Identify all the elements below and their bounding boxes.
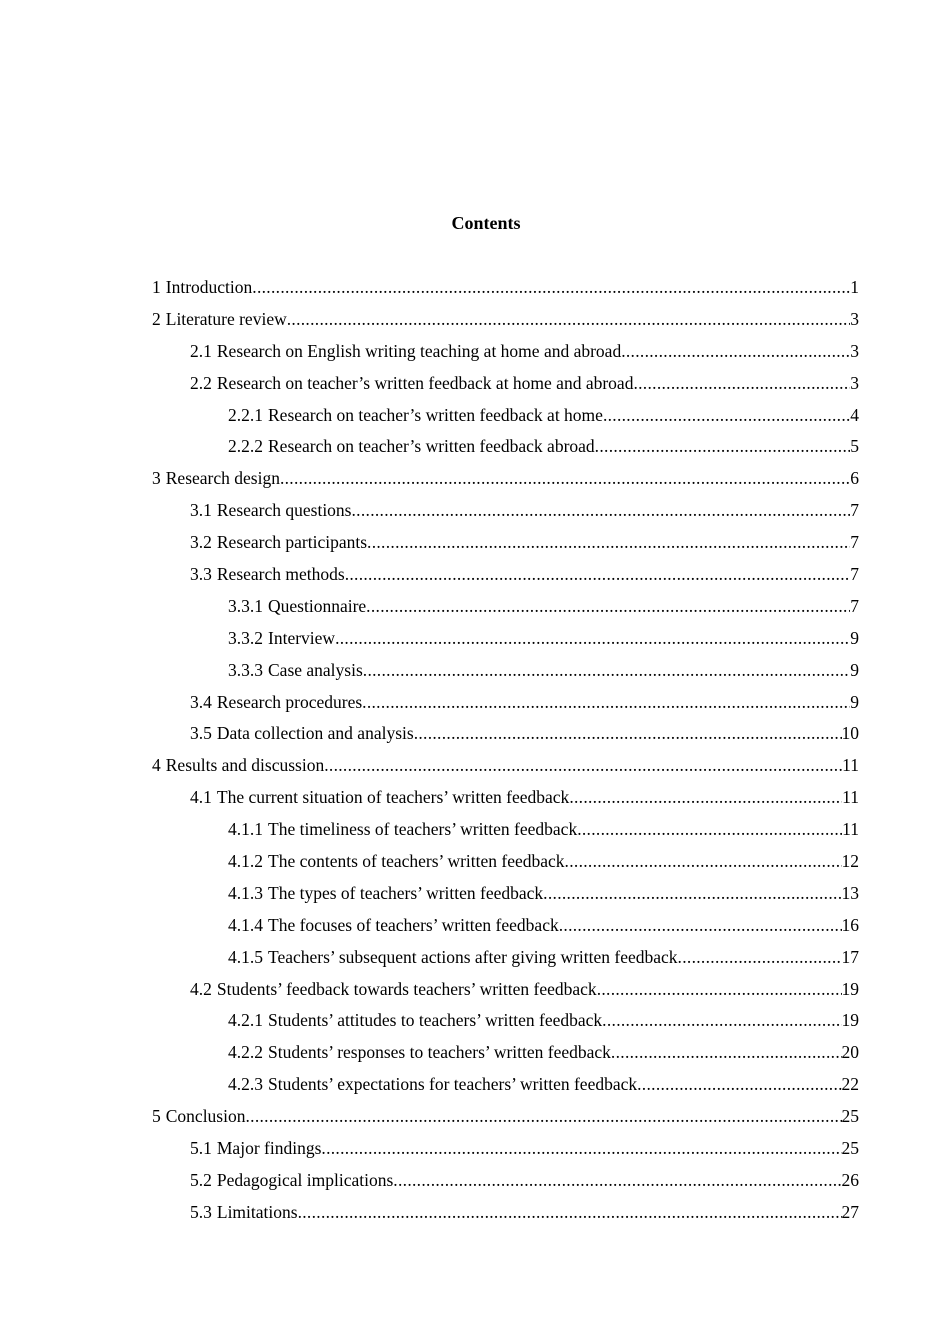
toc-entry-page-number: 7 xyxy=(850,595,859,616)
toc-entry-page-number: 27 xyxy=(841,1201,859,1222)
toc-entry-number: 3.3.2 xyxy=(228,627,263,648)
toc-entry[interactable] xyxy=(152,305,859,337)
dot-leader xyxy=(321,1134,841,1162)
toc-entry[interactable] xyxy=(152,847,859,879)
toc-entry[interactable] xyxy=(152,1006,859,1038)
dot-leader xyxy=(603,401,850,429)
toc-entry-page-number: 26 xyxy=(841,1169,859,1190)
toc-entry-number: 2.2 xyxy=(190,372,212,393)
dot-leader xyxy=(637,1070,841,1098)
toc-entry-title: Questionnaire xyxy=(268,595,367,616)
toc-entry[interactable] xyxy=(152,401,859,433)
toc-entry-title: Conclusion xyxy=(165,1106,246,1127)
toc-entry[interactable] xyxy=(152,879,859,911)
toc-entry-page-number: 16 xyxy=(841,914,859,935)
toc-entry[interactable] xyxy=(152,1070,859,1102)
toc-entry-page-number: 9 xyxy=(850,659,859,680)
dot-leader xyxy=(414,719,842,747)
toc-entry[interactable] xyxy=(152,783,859,815)
toc-entry-number: 5.3 xyxy=(190,1201,212,1222)
toc-entry[interactable] xyxy=(152,560,859,592)
toc-entry[interactable] xyxy=(152,911,859,943)
toc-entry-page-number: 5 xyxy=(850,436,859,457)
toc-entry-title: Students’ feedback towards teachers’ written feedback xyxy=(216,978,597,999)
toc-entry-number: 4.2.3 xyxy=(228,1074,263,1095)
toc-entry-title: Research on English writing teaching at home and abroad xyxy=(216,340,622,361)
toc-entry-page-number: 22 xyxy=(841,1074,859,1095)
toc-entry-number: 3.4 xyxy=(190,691,212,712)
dot-leader xyxy=(280,464,850,492)
toc-entry-title: Research design xyxy=(165,468,280,489)
toc-entry-page-number: 7 xyxy=(850,500,859,521)
toc-entry[interactable] xyxy=(152,528,859,560)
toc-entry-title: Students’ attitudes to teachers’ written feedback xyxy=(268,1010,603,1031)
toc-entry[interactable] xyxy=(152,496,859,528)
toc-entry-page-number: 9 xyxy=(850,691,859,712)
toc-entry-number: 4.2.1 xyxy=(228,1010,263,1031)
toc-entry[interactable] xyxy=(152,943,859,975)
toc-entry[interactable] xyxy=(152,624,859,656)
dot-leader xyxy=(366,592,850,620)
dot-leader xyxy=(362,688,850,716)
toc-entry-title: The current situation of teachers’ written feedback xyxy=(216,787,570,808)
dot-leader xyxy=(602,1006,841,1034)
toc-entry-title: Research on teacher’s written feedback abroad xyxy=(268,436,595,457)
toc-entry-title: The types of teachers’ written feedback xyxy=(268,882,544,903)
toc-entry-number: 1 xyxy=(152,277,161,297)
toc-entry-title: Literature review xyxy=(165,308,287,329)
toc-entry-title: Students’ expectations for teachers’ written feedback xyxy=(268,1074,638,1095)
dot-leader xyxy=(252,273,850,301)
toc-entry-page-number: 3 xyxy=(850,372,859,393)
toc-entry-title: Introduction xyxy=(165,277,253,297)
toc-entry-page-number: 20 xyxy=(841,1042,859,1063)
toc-entry-title: Research procedures xyxy=(216,691,363,712)
toc-entry[interactable] xyxy=(152,1038,859,1070)
table-of-contents xyxy=(152,273,859,1230)
toc-entry[interactable] xyxy=(152,656,859,688)
toc-entry-page-number: 11 xyxy=(842,819,859,840)
toc-entry[interactable] xyxy=(152,369,859,401)
dot-leader xyxy=(335,624,850,652)
toc-entry-number: 4.1 xyxy=(190,787,212,808)
dot-leader xyxy=(245,1102,841,1130)
dot-leader xyxy=(678,943,842,971)
dot-leader xyxy=(345,560,851,588)
toc-entry-title: Research participants xyxy=(216,532,368,553)
dot-leader xyxy=(633,369,850,397)
toc-entry-page-number: 12 xyxy=(841,851,859,872)
toc-entry-title: Research on teacher’s written feedback at home xyxy=(268,404,603,425)
page-title: Contents xyxy=(451,213,521,233)
toc-entry-title: Students’ responses to teachers’ written feedback xyxy=(268,1042,611,1063)
toc-entry-number: 4 xyxy=(152,755,161,776)
toc-entry-page-number: 25 xyxy=(841,1106,859,1127)
toc-entry-number: 2 xyxy=(152,308,161,329)
toc-entry-title: Limitations xyxy=(216,1201,298,1222)
dot-leader xyxy=(363,656,850,684)
dot-leader xyxy=(595,432,851,460)
toc-entry-title: Research methods xyxy=(216,564,345,585)
toc-entry[interactable] xyxy=(152,815,859,847)
dot-leader xyxy=(367,528,850,556)
toc-entry-number: 5 xyxy=(152,1106,161,1127)
dot-leader xyxy=(324,751,842,779)
toc-entry-page-number: 11 xyxy=(842,755,859,776)
toc-entry-number: 4.2 xyxy=(190,978,212,999)
toc-entry-title: The contents of teachers’ written feedback xyxy=(268,851,565,872)
toc-entry-title: Data collection and analysis xyxy=(216,723,414,744)
toc-entry-title: Case analysis xyxy=(268,659,363,680)
dot-leader xyxy=(543,879,841,907)
dot-leader xyxy=(287,305,851,333)
toc-entry-number: 3.3 xyxy=(190,564,212,585)
toc-entry[interactable] xyxy=(152,719,859,751)
toc-entry-page-number: 3 xyxy=(850,340,859,361)
toc-entry-number: 2.1 xyxy=(190,340,212,361)
dot-leader xyxy=(393,1166,841,1194)
toc-entry-title: Pedagogical implications xyxy=(216,1169,394,1190)
toc-entry-number: 3 xyxy=(152,468,161,489)
dot-leader xyxy=(559,911,842,939)
toc-entry-page-number: 9 xyxy=(850,627,859,648)
toc-entry-page-number: 4 xyxy=(850,404,859,425)
dot-leader xyxy=(577,815,842,843)
toc-entry-title: Results and discussion xyxy=(165,755,325,776)
toc-entry[interactable] xyxy=(152,432,859,464)
toc-entry-number: 2.2.1 xyxy=(228,404,263,425)
toc-entry-number: 3.3.1 xyxy=(228,595,263,616)
toc-entry-number: 4.1.5 xyxy=(228,946,263,967)
toc-entry-page-number: 25 xyxy=(841,1138,859,1159)
dot-leader xyxy=(597,975,842,1003)
toc-entry-title: Interview xyxy=(268,627,336,648)
dot-leader xyxy=(569,783,842,811)
toc-entry[interactable] xyxy=(152,337,859,369)
toc-entry-number: 5.2 xyxy=(190,1169,212,1190)
dot-leader xyxy=(352,496,851,524)
toc-entry-page-number: 11 xyxy=(842,787,859,808)
toc-entry[interactable] xyxy=(152,688,859,720)
toc-entry-page-number: 10 xyxy=(841,723,859,744)
toc-entry[interactable] xyxy=(152,1166,859,1198)
toc-entry-title: Research questions xyxy=(216,500,352,521)
toc-entry[interactable] xyxy=(152,592,859,624)
toc-entry[interactable] xyxy=(152,975,859,1007)
toc-entry[interactable] xyxy=(152,1134,859,1166)
toc-entry[interactable] xyxy=(152,751,859,783)
toc-entry-number: 3.2 xyxy=(190,532,212,553)
toc-entry-page-number: 19 xyxy=(841,978,859,999)
toc-entry-page-number: 6 xyxy=(850,468,859,489)
toc-entry-page-number: 7 xyxy=(850,564,859,585)
toc-entry-number: 4.2.2 xyxy=(228,1042,263,1063)
toc-entry-title: The timeliness of teachers’ written feedback xyxy=(268,819,578,840)
toc-entry-number: 3.5 xyxy=(190,723,212,744)
toc-entry-page-number: 17 xyxy=(841,946,859,967)
toc-entry-title: Teachers’ subsequent actions after giving written feedback xyxy=(268,946,678,967)
toc-entry[interactable] xyxy=(152,1198,859,1230)
toc-entry[interactable] xyxy=(152,1102,859,1134)
toc-entry-number: 5.1 xyxy=(190,1138,212,1159)
toc-entry[interactable] xyxy=(152,273,859,305)
toc-entry-title: The focuses of teachers’ written feedback xyxy=(268,914,559,935)
toc-entry-number: 4.1.2 xyxy=(228,851,263,872)
toc-entry-title: Major findings xyxy=(216,1138,322,1159)
toc-entry-page-number: 7 xyxy=(850,532,859,553)
toc-entry-number: 3.3.3 xyxy=(228,659,263,680)
toc-entry-number: 4.1.1 xyxy=(228,819,263,840)
toc-entry-number: 3.1 xyxy=(190,500,212,521)
toc-entry-page-number: 13 xyxy=(841,882,859,903)
toc-entry-number: 4.1.3 xyxy=(228,882,263,903)
dot-leader xyxy=(565,847,842,875)
toc-entry[interactable] xyxy=(152,464,859,496)
dot-leader xyxy=(298,1198,842,1226)
toc-entry-title: Research on teacher’s written feedback at home and abroad xyxy=(216,372,634,393)
dot-leader xyxy=(611,1038,842,1066)
toc-entry-page-number: 3 xyxy=(850,308,859,329)
dot-leader xyxy=(621,337,850,365)
toc-entry-page-number: 1 xyxy=(850,277,859,297)
toc-entry-number: 2.2.2 xyxy=(228,436,263,457)
toc-entry-page-number: 19 xyxy=(841,1010,859,1031)
toc-entry-number: 4.1.4 xyxy=(228,914,263,935)
